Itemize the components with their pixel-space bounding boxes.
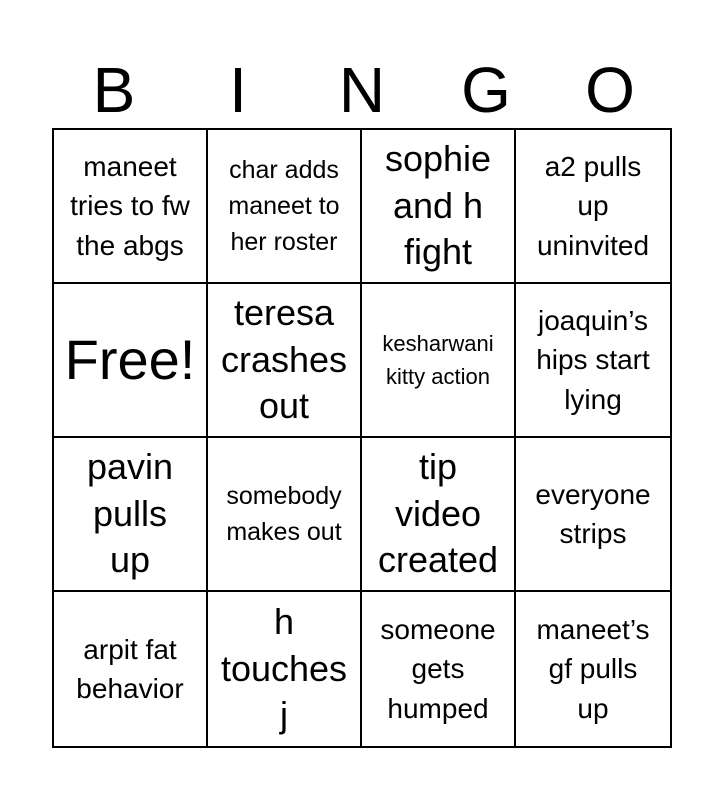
bingo-cell[interactable]: arpit fat behavior: [54, 592, 208, 746]
bingo-cell[interactable]: a2 pulls up uninvited: [516, 130, 670, 284]
bingo-cell[interactable]: pavin pulls up: [54, 438, 208, 592]
bingo-header: [52, 52, 672, 128]
header-letter-i: I: [229, 54, 247, 126]
bingo-board: [52, 128, 672, 748]
bingo-cell[interactable]: tip video created: [362, 438, 516, 592]
bingo-cell[interactable]: kesharwani kitty action: [362, 284, 516, 438]
header-letter-b: B: [92, 54, 136, 126]
bingo-cell[interactable]: everyone strips: [516, 438, 670, 592]
header-letter-g: G: [461, 54, 511, 126]
bingo-cell[interactable]: teresa crashes out: [208, 284, 362, 438]
bingo-cell[interactable]: somebody makes out: [208, 438, 362, 592]
bingo-cell[interactable]: someone gets humped: [362, 592, 516, 746]
bingo-cell[interactable]: sophie and h fight: [362, 130, 516, 284]
bingo-cell[interactable]: h touches j: [208, 592, 362, 746]
bingo-cell[interactable]: maneet tries to fw the abgs: [54, 130, 208, 284]
bingo-cell[interactable]: joaquin’s hips start lying: [516, 284, 670, 438]
bingo-cell[interactable]: maneet’s gf pulls up: [536, 614, 650, 724]
header-letter-o: O: [585, 54, 635, 126]
bingo-cell[interactable]: char adds maneet to her roster: [208, 130, 362, 284]
free-space-cell[interactable]: Free!: [54, 284, 208, 438]
header-letter-n: N: [338, 54, 386, 126]
